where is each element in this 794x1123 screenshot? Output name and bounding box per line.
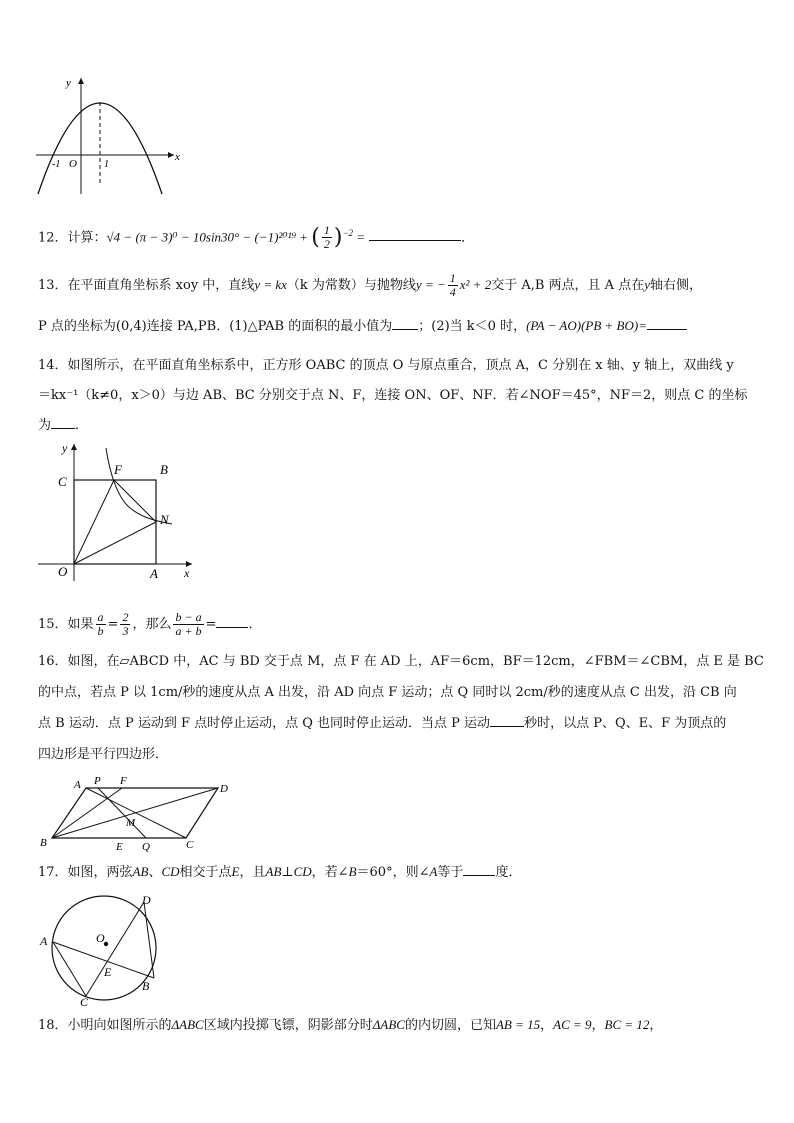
question-14: 14．如图所示，在平面直角坐标系中，正方形 OABC 的顶点 O 与原点重合，顶点 A，C 分别在 x 轴、y 轴上，双曲线 y ＝kx⁻¹（k≠0，x＞0）与边 AB、BC 分别交于点 N、F，连接 ON、OF、NF．若∠NOF＝45°，NF＝2，则点 C 的坐标 为 ． xyxy=(38,358,748,433)
square-hyperbola-figure xyxy=(36,440,196,582)
point-label-e: E xyxy=(104,965,112,979)
point-label-a: A xyxy=(150,566,158,581)
parallelogram-figure xyxy=(36,774,236,854)
point-label-c: C xyxy=(58,474,67,489)
y-axis-label: y xyxy=(66,77,71,89)
y-axis-label: y xyxy=(62,441,68,455)
tick-label-minus-1: -1 xyxy=(52,159,61,170)
origin-label: O xyxy=(69,158,77,170)
point-label-a: A xyxy=(74,779,81,791)
q12-expression: √4 − (π − 3)⁰ − 10sin30° − (−1)²⁰¹⁹ + xyxy=(106,229,312,245)
question-17: 17．如图，两弦AB、CD相交于点E，且AB⊥CD，若∠B＝60°，则∠A等于 度． xyxy=(38,864,522,880)
point-label-a: A xyxy=(40,934,48,948)
tick-label-1: 1 xyxy=(104,159,109,170)
question-15: 15．如果 $\frac{a}{b}$ = $\frac{2}{3}$ ，那么 $\frac{b - a}{a + b}$ = ． xyxy=(38,610,262,638)
question-18: 18．小明向如图所示的ΔABC区域内投掷飞镖，阴影部分时ΔABC的内切圆，已知AB = 15，AC = 9，BC = 12， xyxy=(38,1017,663,1033)
q13-answer-blank-1 xyxy=(392,317,418,330)
point-label-b: B xyxy=(40,837,47,849)
q16-answer-blank xyxy=(490,714,524,727)
parabola-figure xyxy=(34,74,184,196)
center-label-o: O xyxy=(96,931,105,945)
point-label-c: C xyxy=(186,839,194,851)
question-13: 13．在平面直角坐标系 xoy 中，直线y = kx（k 为常数）与抛物线y = − $\frac{1}{4}$ x² + 2交于 A,B 两点，且 A 点在y轴右侧， xyxy=(38,271,702,299)
q12-fraction: $\frac{1}{2}$ xyxy=(323,223,330,252)
x-axis-label: x xyxy=(175,151,180,163)
point-label-m: M xyxy=(126,817,136,829)
question-16: 16．如图，在▱ABCD 中，AC 与 BD 交于点 M，点 F 在 AD 上，AF＝6cm，BF＝12cm，∠FBM＝∠CBM，点 E 是 BC 的中点，若点 P 以 1cm/秒的速度从点 A 出发，沿 AD 向点 F 运动；点 Q 同时以 2cm/秒的速度从点 C 出发，沿 CB 向 点 B 运动．点 P 运动到 F 点时停止运动，点 Q 也同时停止运动．当点 P 运动 秒时，以点 P、Q、E、F 为顶点的 四边形是平行四边形． xyxy=(38,654,764,762)
q15-answer-blank xyxy=(216,615,248,628)
point-label-f: F xyxy=(114,462,122,477)
point-label-d: D xyxy=(142,893,151,907)
point-label-b: B xyxy=(160,462,168,477)
question-12: 12．计算：√4 − (π − 3)⁰ − 10sin30° − (−1)²⁰¹⁹ + ( $\frac{1}{2}$ )$^{-2}$ = ． xyxy=(38,223,475,252)
circle-figure xyxy=(36,892,166,1010)
q14-answer-blank xyxy=(51,416,75,429)
point-label-q: Q xyxy=(142,841,150,853)
point-label-n: N xyxy=(160,512,169,527)
point-label-d: D xyxy=(220,783,228,795)
question-13-line-2: P 点的坐标为(0,4)连接 PA,PB．(1)△PAB 的面积的最小值为 ；(2)当 k＜0 时，(PA − AO)(PB + BO)= xyxy=(38,312,758,341)
point-label-p: P xyxy=(94,775,101,787)
point-label-e: E xyxy=(116,841,123,853)
q13-answer-blank-2 xyxy=(647,317,687,330)
point-label-c: C xyxy=(80,995,89,1009)
q17-answer-blank xyxy=(463,863,495,876)
point-label-b: B xyxy=(142,979,150,993)
point-label-o: O xyxy=(58,564,68,579)
q12-answer-blank xyxy=(369,228,461,241)
x-axis-label: x xyxy=(184,566,190,580)
point-label-f: F xyxy=(120,775,127,787)
